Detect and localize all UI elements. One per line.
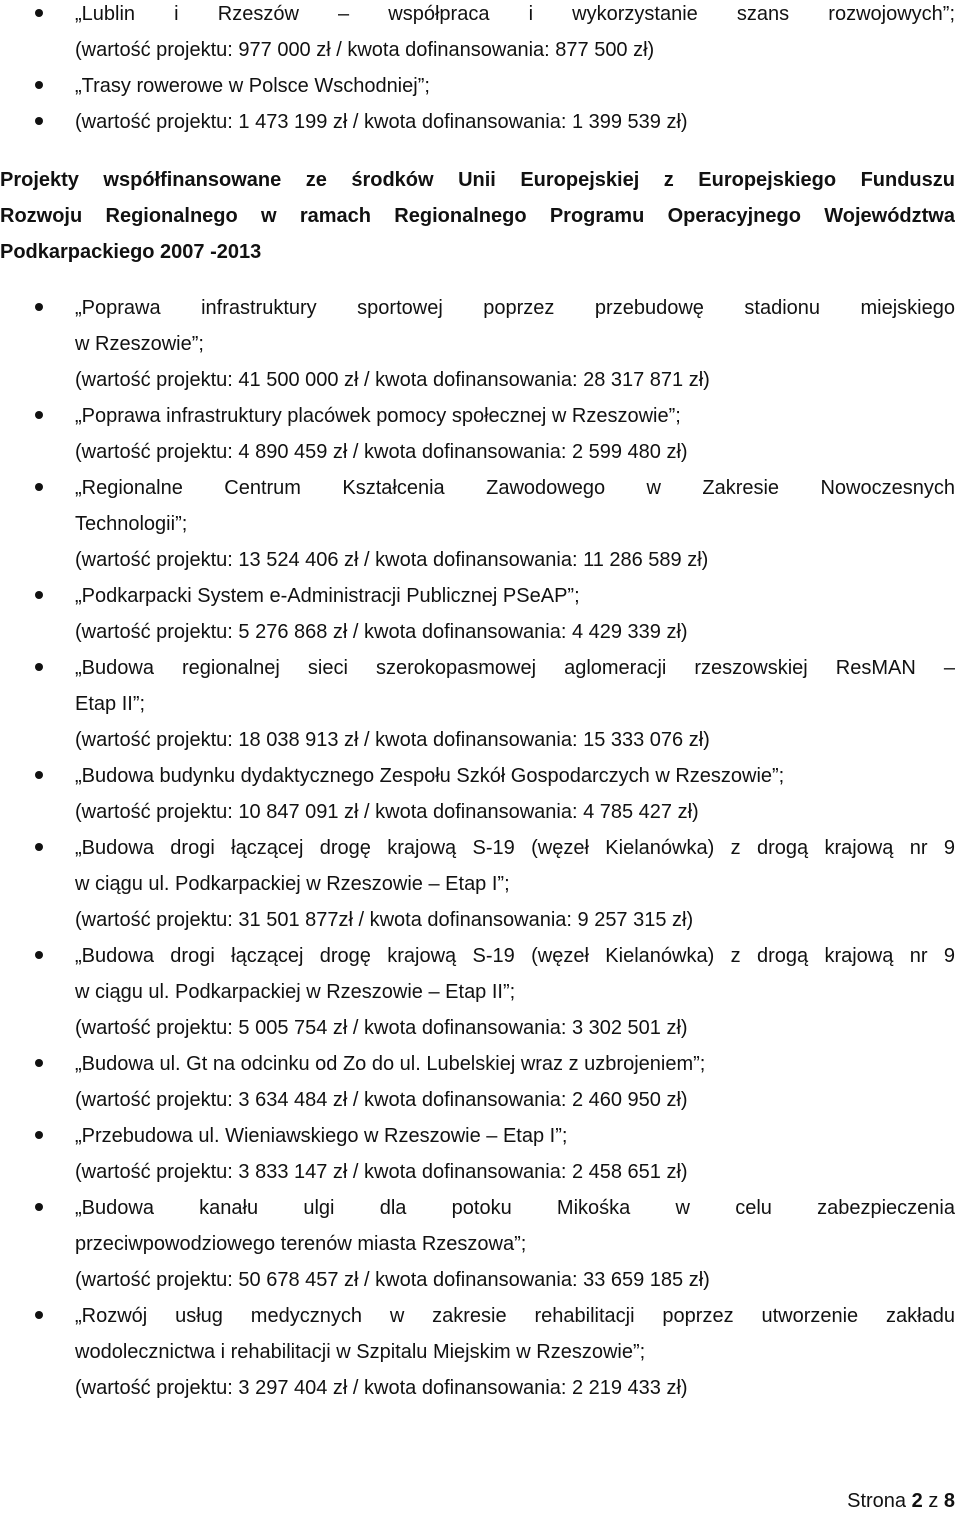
list-item-line: (wartość projektu: 3 297 404 zł / kwota dofinansowania: 2 219 433 zł) (75, 1377, 688, 1399)
bullet-icon (35, 117, 43, 125)
project-list (0, 290, 960, 1406)
bullet-icon (35, 771, 43, 779)
list-item (0, 830, 960, 938)
top-project-list (0, 0, 960, 140)
bullet-icon (35, 303, 43, 311)
bullet-icon (35, 663, 43, 671)
list-item-line: „Budowa regionalnej sieci szerokopasmowej aglomeracji rzeszowskiej ResMAN – (75, 657, 955, 679)
footer-prefix: Strona (847, 1490, 907, 1512)
list-item-line: w ciągu ul. Podkarpackiej w Rzeszowie – Etap II”; (75, 981, 516, 1003)
list-item-line: „Przebudowa ul. Wieniawskiego w Rzeszowie – Etap I”; (75, 1125, 568, 1147)
bullet-icon (35, 1203, 43, 1211)
bullet-icon (35, 951, 43, 959)
section-heading (0, 162, 955, 270)
list-item-line: (wartość projektu: 18 038 913 zł / kwota dofinansowania: 15 333 076 zł) (75, 729, 710, 751)
list-item (0, 398, 960, 470)
list-item-line: (wartość projektu: 4 890 459 zł / kwota dofinansowania: 2 599 480 zł) (75, 441, 688, 463)
footer-page-number: 2 (911, 1490, 923, 1512)
list-item-line: (wartość projektu: 13 524 406 zł / kwota dofinansowania: 11 286 589 zł) (75, 549, 709, 571)
list-item-line: (wartość projektu: 10 847 091 zł / kwota dofinansowania: 4 785 427 zł) (75, 801, 699, 823)
list-item-line: wodolecznictwa i rehabilitacji w Szpitalu Miejskim w Rzeszowie”; (75, 1341, 646, 1363)
page-footer (847, 1489, 955, 1513)
list-item (0, 758, 960, 830)
list-item-line: „Poprawa infrastruktury sportowej poprzez przebudowę stadionu miejskiego (75, 297, 955, 319)
list-item-line: (wartość projektu: 5 276 868 zł / kwota dofinansowania: 4 429 339 zł) (75, 621, 688, 643)
list-item (0, 1118, 960, 1190)
list-item-line: w ciągu ul. Podkarpackiej w Rzeszowie – Etap I”; (75, 873, 510, 895)
list-item-line: „Lublin i Rzeszów – współpraca i wykorzystanie szans rozwojowych”; (75, 3, 955, 25)
list-item (0, 1190, 960, 1298)
bullet-icon (35, 843, 43, 851)
list-item (0, 1298, 960, 1406)
list-item-line: Technologii”; (75, 513, 188, 535)
list-item-line: (wartość projektu: 3 833 147 zł / kwota dofinansowania: 2 458 651 zł) (75, 1161, 688, 1183)
bullet-icon (35, 483, 43, 491)
list-item-line: „Budowa drogi łączącej drogę krajową S-19 (węzeł Kielanówka) z drogą krajową nr 9 (75, 945, 955, 967)
list-item (0, 470, 960, 578)
list-item-line: (wartość projektu: 31 501 877zł / kwota dofinansowania: 9 257 315 zł) (75, 909, 694, 931)
list-item (0, 68, 960, 104)
list-item-line: (wartość projektu: 41 500 000 zł / kwota dofinansowania: 28 317 871 zł) (75, 369, 710, 391)
list-item-line: (wartość projektu: 5 005 754 zł / kwota dofinansowania: 3 302 501 zł) (75, 1017, 688, 1039)
bullet-icon (35, 1131, 43, 1139)
bullet-icon (35, 591, 43, 599)
bullet-icon (35, 9, 43, 17)
list-item-line: „Budowa ul. Gt na odcinku od Zo do ul. Lubelskiej wraz z uzbrojeniem”; (75, 1053, 706, 1075)
list-item-line: przeciwpowodziowego terenów miasta Rzeszowa”; (75, 1233, 527, 1255)
heading-line-1: Projekty współfinansowane ze środków Unii Europejskiej z Europejskiego Funduszu (0, 169, 955, 191)
list-item-line: (wartość projektu: 1 473 199 zł / kwota dofinansowania: 1 399 539 zł) (75, 111, 688, 133)
bullet-icon (35, 411, 43, 419)
list-item-line: w Rzeszowie”; (75, 333, 204, 355)
heading-line-3: Podkarpackiego 2007 -2013 (0, 241, 262, 263)
list-item (0, 578, 960, 650)
list-item (0, 650, 960, 758)
list-item-line: Etap II”; (75, 693, 146, 715)
list-item-line: (wartość projektu: 3 634 484 zł / kwota dofinansowania: 2 460 950 zł) (75, 1089, 688, 1111)
list-item (0, 1046, 960, 1118)
list-item-line: „Rozwój usług medycznych w zakresie rehabilitacji poprzez utworzenie zakładu (75, 1305, 955, 1327)
bullet-icon (35, 1311, 43, 1319)
bullet-icon (35, 1059, 43, 1067)
list-item (0, 290, 960, 398)
list-item-line: „Trasy rowerowe w Polsce Wschodniej”; (75, 75, 430, 97)
footer-total-pages: 8 (943, 1490, 955, 1512)
list-item-line: (wartość projektu: 977 000 zł / kwota dofinansowania: 877 500 zł) (75, 39, 655, 61)
list-item (0, 0, 960, 68)
list-item-line: „Budowa budynku dydaktycznego Zespołu Szkół Gospodarczych w Rzeszowie”; (75, 765, 785, 787)
list-item-line: „Budowa drogi łączącej drogę krajową S-19 (węzeł Kielanówka) z drogą krajową nr 9 (75, 837, 955, 859)
list-item-line: „Budowa kanału ulgi dla potoku Mikośka w celu zabezpieczenia (75, 1197, 955, 1219)
list-item-line: „Regionalne Centrum Kształcenia Zawodowego w Zakresie Nowoczesnych (75, 477, 955, 499)
heading-line-2: Rozwoju Regionalnego w ramach Regionalnego Programu Operacyjnego Województwa (0, 205, 955, 227)
footer-separator: z (928, 1490, 939, 1512)
list-item (0, 938, 960, 1046)
list-item-line: „Poprawa infrastruktury placówek pomocy społecznej w Rzeszowie”; (75, 405, 681, 427)
list-item (0, 104, 960, 140)
list-item-line: (wartość projektu: 50 678 457 zł / kwota dofinansowania: 33 659 185 zł) (75, 1269, 710, 1291)
bullet-icon (35, 81, 43, 89)
list-item-line: „Podkarpacki System e-Administracji Publicznej PSeAP”; (75, 585, 580, 607)
